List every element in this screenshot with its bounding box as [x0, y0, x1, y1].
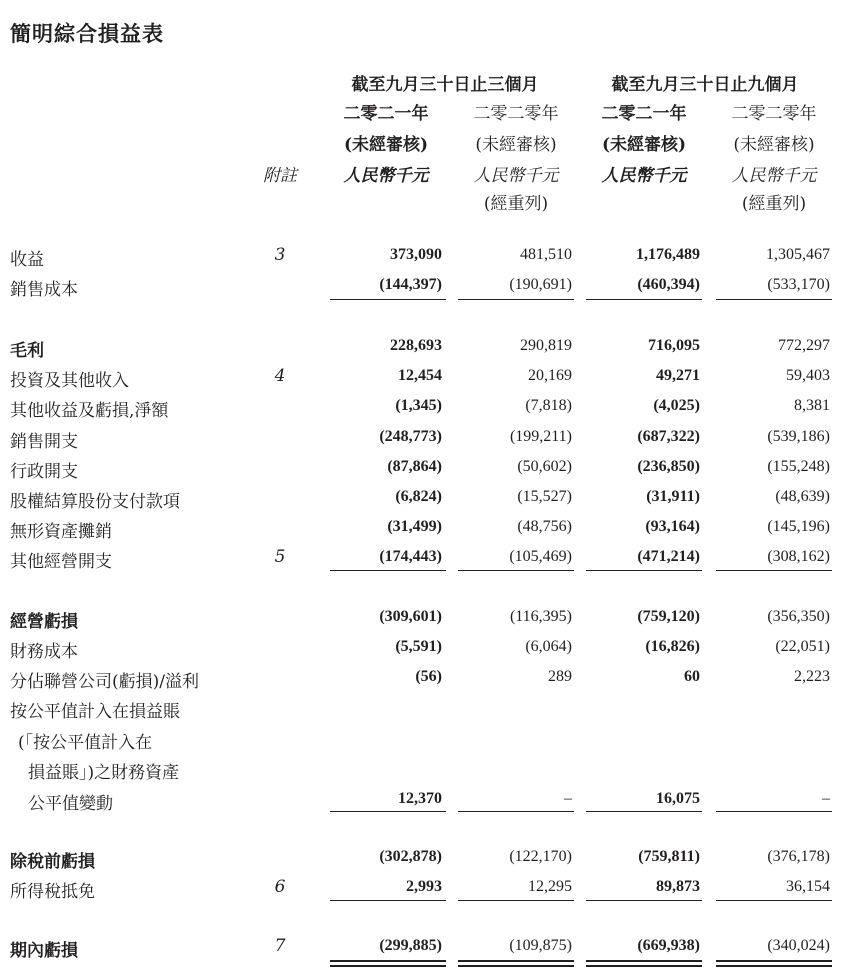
col1-audit: (未經審核) — [343, 135, 429, 155]
subtotal-rule — [586, 811, 702, 812]
row-label: 除稅前虧損 — [10, 852, 95, 872]
row-value: (109,875) — [509, 937, 572, 954]
total-double-rule — [716, 965, 832, 967]
row-value: – — [822, 790, 830, 807]
row-value: (471,214) — [637, 548, 700, 565]
row-value: 716,095 — [648, 337, 700, 354]
row-label: 銷售成本 — [10, 280, 78, 300]
row-label: 財務成本 — [10, 642, 78, 662]
total-double-rule — [330, 965, 446, 967]
total-double-rule — [586, 960, 702, 962]
row-label: 損益賬」)之財務資產 — [28, 763, 180, 783]
row-note-ref: 7 — [274, 936, 286, 956]
row-value: (309,601) — [379, 608, 442, 625]
row-value: 373,090 — [390, 246, 442, 263]
subtotal-rule — [458, 900, 574, 901]
row-value: (539,186) — [767, 428, 830, 445]
subtotal-rule — [330, 570, 446, 571]
row-label: 行政開支 — [10, 462, 78, 482]
row-value: 289 — [548, 668, 572, 685]
row-value: (5,591) — [395, 638, 442, 655]
subtotal-rule — [330, 811, 446, 812]
row-label: (「按公平值計入在 — [18, 733, 153, 753]
row-value: (122,170) — [509, 848, 572, 865]
row-value: 2,993 — [406, 878, 442, 895]
row-label: 股權結算股份支付款項 — [10, 492, 180, 512]
row-value: (759,811) — [638, 848, 700, 865]
row-value: (105,469) — [509, 548, 572, 565]
row-label: 經營虧損 — [10, 612, 78, 632]
col2-restated: (經重列) — [483, 194, 549, 214]
row-value: (190,691) — [509, 276, 572, 293]
row-value: (48,756) — [517, 518, 572, 535]
subtotal-rule — [330, 900, 446, 901]
row-value: (93,164) — [645, 518, 700, 535]
row-value: 59,403 — [786, 367, 830, 384]
row-label: 投資及其他收入 — [10, 371, 129, 391]
row-label: 其他經營開支 — [10, 552, 112, 572]
row-label: 收益 — [10, 250, 44, 270]
row-value: (533,170) — [767, 276, 830, 293]
total-double-rule — [458, 965, 574, 967]
row-value: (759,120) — [637, 608, 700, 625]
subtotal-rule — [586, 900, 702, 901]
subtotal-rule — [458, 570, 574, 571]
row-value: – — [564, 790, 572, 807]
row-value: 8,381 — [794, 397, 830, 414]
subtotal-rule — [716, 811, 832, 812]
row-value: (376,178) — [767, 848, 830, 865]
col4-restated: (經重列) — [741, 194, 807, 214]
row-value: 89,873 — [656, 878, 700, 895]
row-value: (236,850) — [637, 458, 700, 475]
statement-title: 簡明綜合損益表 — [10, 22, 164, 46]
row-value: 49,271 — [656, 367, 700, 384]
row-note-ref: 6 — [274, 877, 286, 897]
row-value: (116,395) — [509, 608, 572, 625]
row-value: 60 — [684, 668, 700, 685]
row-value: (308,162) — [767, 548, 830, 565]
row-value: (460,394) — [637, 276, 700, 293]
note-column-header: 附註 — [263, 166, 297, 186]
period-header-nine-months: 截至九月三十日止九個月 — [611, 75, 799, 95]
row-value: 2,223 — [794, 668, 830, 685]
row-value: 36,154 — [786, 878, 830, 895]
subtotal-rule — [330, 299, 446, 300]
row-value: (340,024) — [767, 937, 830, 954]
row-value: (31,911) — [646, 488, 700, 505]
col1-year: 二零二一年 — [343, 104, 429, 124]
row-label: 其他收益及虧損,淨額 — [10, 401, 169, 421]
row-value: (155,248) — [767, 458, 830, 475]
row-note-ref: 3 — [274, 245, 286, 265]
row-label: 無形資產攤銷 — [10, 522, 112, 542]
row-value: (31,499) — [387, 518, 442, 535]
total-double-rule — [330, 960, 446, 962]
row-value: 16,075 — [656, 790, 700, 807]
subtotal-rule — [458, 299, 574, 300]
subtotal-rule — [586, 570, 702, 571]
row-value: 481,510 — [520, 246, 572, 263]
row-value: 12,295 — [528, 878, 572, 895]
col2-year: 二零二零年 — [473, 104, 559, 124]
row-label: 毛利 — [10, 341, 44, 361]
col4-audit: (未經審核) — [733, 135, 815, 155]
row-value: (50,602) — [517, 458, 572, 475]
col4-year: 二零二零年 — [731, 104, 817, 124]
row-value: (687,322) — [637, 428, 700, 445]
row-value: (145,196) — [767, 518, 830, 535]
row-label: 銷售開支 — [10, 432, 78, 452]
row-value: 20,169 — [528, 367, 572, 384]
subtotal-rule — [716, 900, 832, 901]
row-value: 1,305,467 — [766, 246, 830, 263]
row-label: 期內虧損 — [10, 941, 78, 961]
col3-currency: 人民幣千元 — [601, 166, 687, 186]
row-value: (4,025) — [653, 397, 700, 414]
row-value: (87,864) — [387, 458, 442, 475]
subtotal-rule — [586, 299, 702, 300]
row-note-ref: 5 — [274, 547, 286, 567]
row-value: (1,345) — [395, 397, 442, 414]
row-value: (56) — [415, 668, 442, 685]
row-value: (199,211) — [509, 428, 572, 445]
subtotal-rule — [716, 570, 832, 571]
col2-audit: (未經審核) — [475, 135, 557, 155]
row-value: (48,639) — [775, 488, 830, 505]
total-double-rule — [716, 960, 832, 962]
total-double-rule — [586, 965, 702, 967]
row-value: (669,938) — [637, 937, 700, 954]
row-value: 12,370 — [398, 790, 442, 807]
row-value: (6,064) — [525, 638, 572, 655]
row-value: (174,443) — [379, 548, 442, 565]
col1-currency: 人民幣千元 — [343, 166, 429, 186]
row-value: (248,773) — [379, 428, 442, 445]
row-value: 12,454 — [398, 367, 442, 384]
row-label: 所得稅抵免 — [10, 882, 95, 902]
row-value: (356,350) — [767, 608, 830, 625]
col2-currency: 人民幣千元 — [473, 166, 559, 186]
row-value: (302,878) — [379, 848, 442, 865]
row-note-ref: 4 — [274, 366, 286, 386]
row-value: (16,826) — [645, 638, 700, 655]
subtotal-rule — [458, 811, 574, 812]
row-value: (6,824) — [395, 488, 442, 505]
row-value: 228,693 — [390, 337, 442, 354]
row-value: (15,527) — [517, 488, 572, 505]
row-value: 1,176,489 — [636, 246, 700, 263]
col4-currency: 人民幣千元 — [731, 166, 817, 186]
row-value: 290,819 — [520, 337, 572, 354]
row-label: 公平值變動 — [28, 794, 113, 814]
subtotal-rule — [716, 299, 832, 300]
row-value: (144,397) — [379, 276, 442, 293]
row-value: (7,818) — [525, 397, 572, 414]
period-header-three-months: 截至九月三十日止三個月 — [351, 75, 539, 95]
row-value: (299,885) — [379, 937, 442, 954]
row-value: (22,051) — [775, 638, 830, 655]
total-double-rule — [458, 960, 574, 962]
col3-year: 二零二一年 — [601, 104, 687, 124]
row-value: 772,297 — [778, 337, 830, 354]
row-label: 按公平值計入在損益賬 — [10, 702, 180, 722]
col3-audit: (未經審核) — [601, 135, 687, 155]
row-label: 分佔聯營公司(虧損)/溢利 — [10, 672, 199, 692]
